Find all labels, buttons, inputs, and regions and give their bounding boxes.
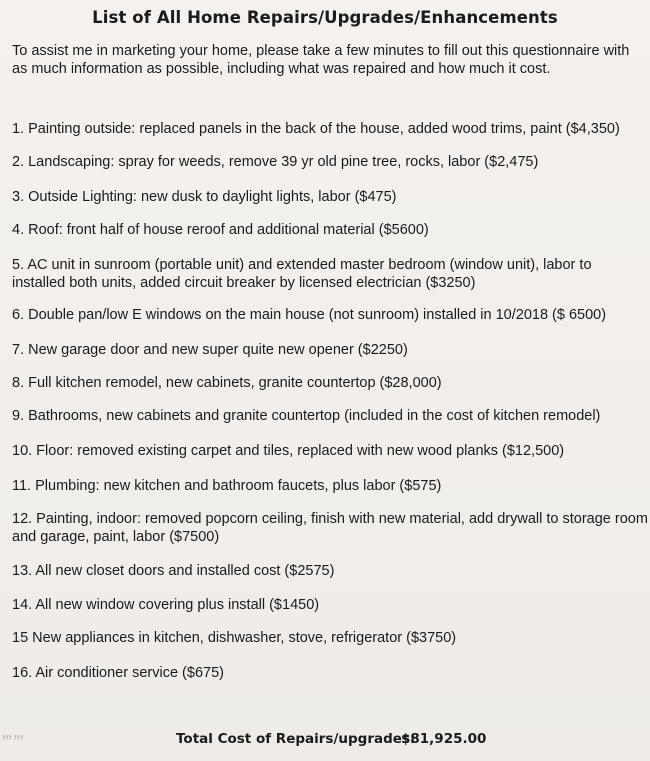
list-item: 14. All new window covering plus install ($1450) — [12, 597, 320, 613]
list-item: 12. Painting, indoor: removed popcorn ceiling, finish with new material, add drywall to storage room and garage, paint, labor ($7500) — [12, 511, 648, 545]
total-value: $81,925.00 — [401, 731, 487, 747]
list-item: 8. Full kitchen remodel, new cabinets, granite countertop ($28,000) — [12, 375, 442, 391]
list-item: 6. Double pan/low E windows on the main house (not sunroom) installed in 10/2018 ($ 6500) — [12, 307, 607, 323]
list-item: 5. AC unit in sunroom (portable unit) and extended master bedroom (window unit), labor to installed both units, added circuit breaker by licensed electrician ($3250) — [12, 257, 592, 291]
list-item: 10. Floor: removed existing carpet and tiles, replaced with new wood planks ($12,500) — [12, 443, 565, 459]
list-item: 4. Roof: front half of house reroof and additional material ($5600) — [12, 222, 429, 238]
list-item: 11. Plumbing: new kitchen and bathroom faucets, plus labor ($575) — [12, 478, 442, 494]
list-item: 15 New appliances in kitchen, dishwasher, stove, refrigerator ($3750) — [12, 630, 457, 646]
total-label: Total Cost of Repairs/upgrades: — [176, 731, 416, 747]
list-item: 16. Air conditioner service ($675) — [12, 665, 224, 681]
list-item: 1. Painting outside: replaced panels in the back of the house, added wood trims, paint ($4,350) — [12, 121, 620, 137]
watermark-text: ??? ??? — [2, 735, 24, 742]
list-item: 3. Outside Lighting: new dusk to daylight lights, labor ($475) — [12, 189, 397, 205]
list-item: 7. New garage door and new super quite new opener ($2250) — [12, 342, 408, 358]
list-item: 13. All new closet doors and installed cost ($2575) — [12, 563, 335, 579]
list-item: 2. Landscaping: spray for weeds, remove 39 yr old pine tree, rocks, labor ($2,475) — [12, 154, 539, 170]
intro-paragraph: To assist me in marketing your home, please take a few minutes to fill out this questionnaire with as much information as possible, including what was repaired and how much it cost. — [12, 43, 630, 77]
list-item: 9. Bathrooms, new cabinets and granite countertop (included in the cost of kitchen remodel) — [12, 408, 601, 424]
page-title: List of All Home Repairs/Upgrades/Enhancements — [92, 8, 558, 27]
